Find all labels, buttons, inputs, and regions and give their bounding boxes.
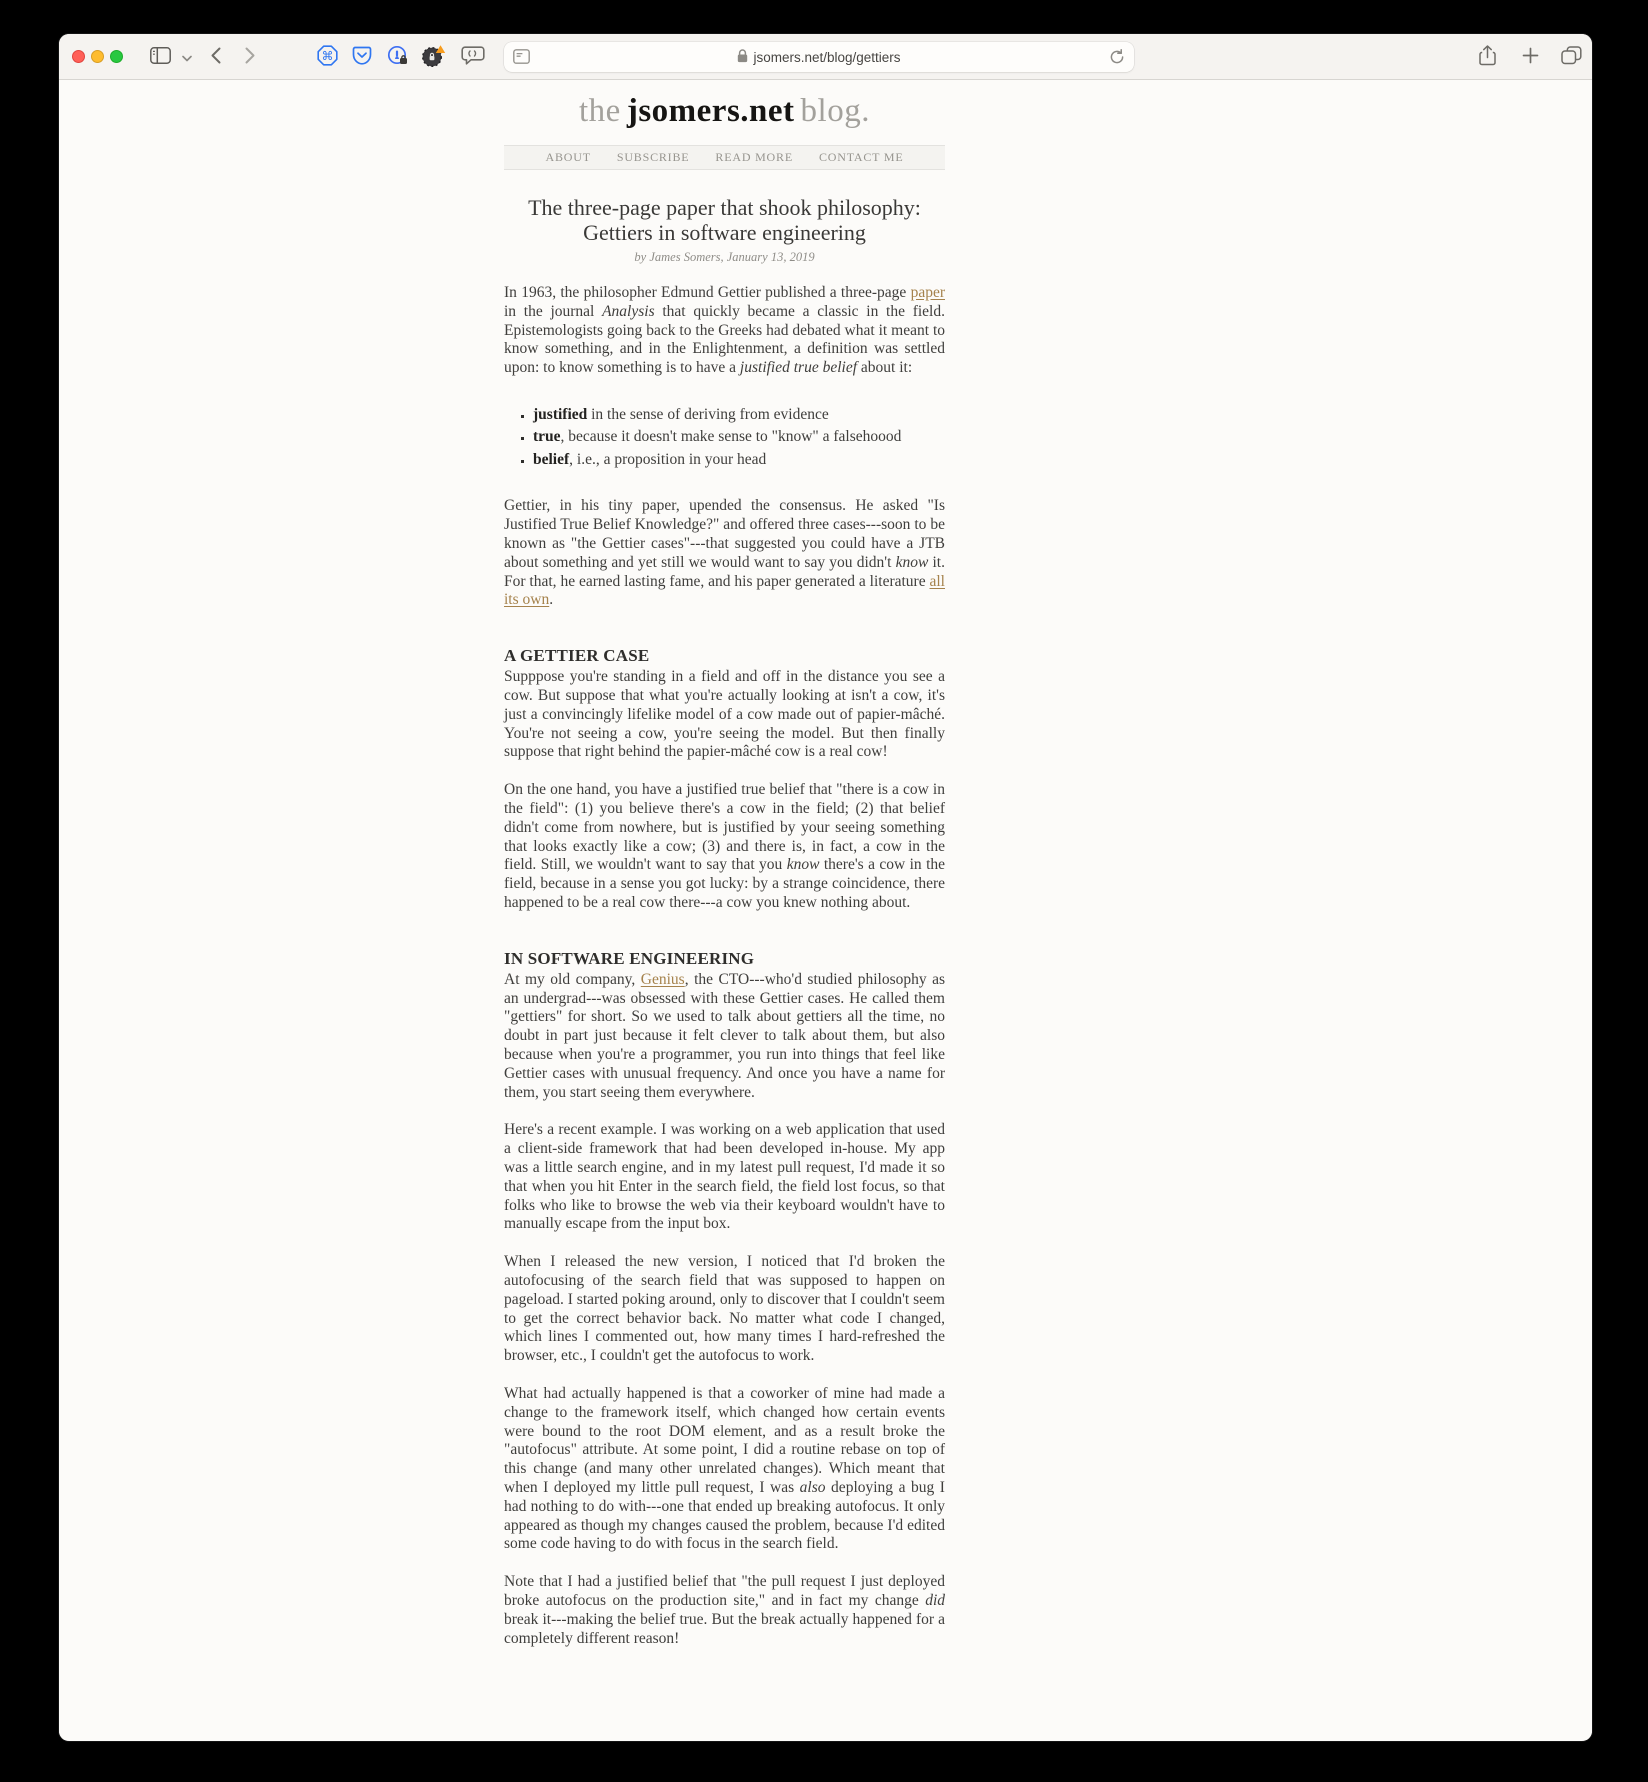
- sidebar-toggle-icon: [150, 47, 171, 67]
- onepassword-extension-button[interactable]: [384, 34, 410, 80]
- address-bar[interactable]: [504, 42, 1134, 72]
- emphasis-text: did: [925, 1591, 945, 1609]
- back-button[interactable]: [205, 34, 227, 80]
- list-item: ▪ belief, i.e., a proposition in your head: [533, 449, 945, 472]
- onepassword-extension-icon: [387, 45, 408, 69]
- masthead-suffix: blog.: [800, 93, 870, 129]
- paragraph: When I released the new version, I noticed that I'd broken the autofocusing of the search field that was supposed to happen on pageload. I started poking around, only to discover that I couldn't seem to get the correct behavior back. No matter what code I changed, which lines I commented out, how many times I hard-refreshed the browser, etc., I couldn't get the autofocus to work.: [504, 1253, 945, 1365]
- speech-bubble-extension-icon: [461, 46, 485, 69]
- browser-toolbar: [59, 34, 1592, 80]
- forward-button[interactable]: [239, 34, 261, 80]
- post-title: [504, 195, 945, 245]
- tab-overview-button[interactable]: [1557, 34, 1585, 80]
- reload-icon: [1109, 53, 1125, 68]
- chevron-right-icon: [245, 47, 255, 67]
- site-masthead[interactable]: [504, 93, 945, 130]
- share-button[interactable]: [1474, 34, 1500, 80]
- nav-read-more[interactable]: READ MORE: [715, 150, 793, 164]
- safari-window: [59, 34, 1592, 1741]
- minimize-icon[interactable]: [91, 50, 104, 63]
- list-item: ▪ true, because it doesn't make sense to "know" a falsehoood: [533, 426, 945, 449]
- plus-icon: [1522, 47, 1539, 67]
- inline-link[interactable]: all its own: [504, 572, 945, 609]
- definition-list: [504, 404, 945, 472]
- command-extension-icon: [317, 45, 338, 69]
- zoom-icon[interactable]: [110, 50, 123, 63]
- url-text: jsomers.net/blog/gettiers: [753, 49, 901, 65]
- sidebar-toggle-button[interactable]: [147, 34, 173, 80]
- new-tab-button[interactable]: [1517, 34, 1543, 80]
- emphasis-text: also: [799, 1478, 826, 1496]
- window-controls: [72, 50, 123, 63]
- post-title-line1: The three-page paper that shook philosophy:: [528, 195, 921, 220]
- tab-overview-icon: [1561, 46, 1582, 68]
- paragraph: Note that I had a justified belief that "the pull request I just deployed broke autofocus on the production site," and in fact my change did break it---making the belief true. But the break actually happened for a completely different reason!: [504, 1573, 945, 1647]
- privacy-extension-button[interactable]: [420, 34, 448, 80]
- masthead-prefix: the: [579, 93, 621, 129]
- article-body: [504, 284, 945, 1727]
- inline-link[interactable]: paper: [910, 284, 945, 301]
- close-icon[interactable]: [72, 50, 85, 63]
- paragraph: Gettier, in his tiny paper, upended the consensus. He asked "Is Justified True Belief Knowledge?" and offered three cases---soon to be known as "the Gettier cases"---that suggested you could have a JTB about something and yet still we would want to say you didn't know it. For that, he earned lasting fame, and his paper generated a literature all its own.: [504, 497, 945, 609]
- chevron-left-icon: [211, 47, 221, 67]
- nav-subscribe[interactable]: SUBSCRIBE: [616, 150, 690, 164]
- bold-term: true: [533, 428, 561, 446]
- paragraph: Supppose you're standing in a field and off in the distance you see a cow. But suppose that what you're actually looking at isn't a cow, it's just a convincingly lifelike model of a cow made out of papier-mâché. You're not seeing a cow, you're seeing the model. But then finally suppose that right behind the papier-mâché cow is a real cow!: [504, 668, 945, 761]
- paragraph: In 1963, the philosopher Edmund Gettier published a three-page paper in the journal Analysis that quickly became a classic in the field. Epistemologists going back to the Greeks had debated what it meant to know something, and in the Enlightenment, a definition was settled upon: to know something is to have a justified true belief about it:: [504, 284, 945, 377]
- masthead-name: jsomers.net: [626, 93, 795, 129]
- lock-icon: [737, 49, 748, 66]
- svg-text:⌘: ⌘: [321, 48, 333, 63]
- reload-button[interactable]: [1109, 49, 1125, 68]
- section-heading: IN SOFTWARE ENGINEERING: [504, 948, 755, 968]
- pocket-extension-icon: [352, 46, 372, 69]
- share-icon: [1479, 45, 1496, 69]
- emphasis-text: know: [895, 553, 929, 571]
- site-nav: [504, 145, 945, 170]
- web-page: [59, 80, 1592, 1740]
- paragraph: Here's a recent example. I was working on a web application that used a client-side framework that had been developed in-house. My app was a little search engine, and in my latest pull request, I'd made it so that when you hit Enter in the search field, the field lost focus, so that folks who like to browse the web via their keyboard wouldn't have to manually escape from the input box.: [504, 1121, 945, 1233]
- post-byline: by James Somers, January 13, 2019: [634, 250, 815, 264]
- pocket-extension-button[interactable]: [349, 34, 375, 80]
- nav-about[interactable]: ABOUT: [545, 150, 591, 164]
- paragraph: What had actually happened is that a coworker of mine had made a change to the framework itself, which changed how certain events were bound to the root DOM element, and as a result broke the "autofocus" attribute. At some point, I did a routine rebase on top of this change (and many other unrelated changes). Which meant that when I deployed my little pull request, I was also deploying a bug I had nothing to do with---one that ended up breaking autofocus. It only appeared as though my changes caused the problem, because I'd edited some code having to do with focus in the search field.: [504, 1384, 945, 1553]
- speech-extension-button[interactable]: [459, 34, 487, 80]
- inline-link[interactable]: Genius: [640, 970, 685, 988]
- emphasis-text: justified true belief: [739, 359, 858, 377]
- paragraph: At my old company, Genius, the CTO---who'd studied philosophy as an undergrad---was obsessed with these Gettier cases. He called them "gettiers" for short. So we used to talk about gettiers all the time, no doubt in part just because it felt clever to talk about them, but also because when you're a programmer, you run into things that feel like Gettier cases with unusual frequency. And once you have a name for them, you start seeing them everywhere.: [504, 970, 946, 1101]
- section-heading: A GETTIER CASE: [504, 646, 650, 666]
- post-title-line2: Gettiers in software engineering: [583, 220, 866, 245]
- privacy-extension-icon: [421, 44, 447, 71]
- list-item: ▪ justified in the sense of deriving from evidence: [533, 404, 945, 427]
- bold-term: belief: [533, 450, 570, 468]
- emphasis-text: know: [786, 856, 820, 874]
- nav-contact-me[interactable]: CONTACT ME: [818, 150, 904, 164]
- bold-term: justified: [533, 405, 588, 423]
- command-extension-button[interactable]: [314, 34, 340, 80]
- sidebar-menu-button[interactable]: [179, 34, 195, 80]
- chevron-down-icon: [182, 50, 192, 65]
- paragraph: On the one hand, you have a justified true belief that "there is a cow in the field": (1) you believe there's a cow in the field; (2) that belief didn't come from nowhere, but is justified by your seeing something that looks exactly like a cow; (3) and there is, in fact, a cow in the field. Still, we wouldn't want to say that you know there's a cow in the field, because in a sense you got lucky: by a strange coincidence, there happened to be a real cow there---a cow you knew nothing about.: [504, 781, 946, 912]
- emphasis-text: Analysis: [602, 302, 655, 320]
